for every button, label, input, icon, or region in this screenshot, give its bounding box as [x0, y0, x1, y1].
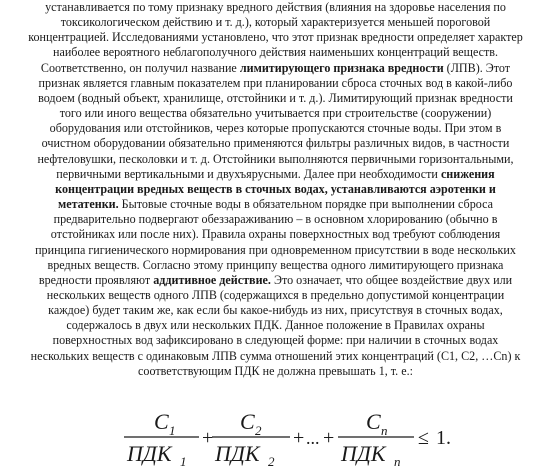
text-run: Соответственно, он получил название	[40, 60, 240, 75]
text-run: (ЛПВ). Этот	[443, 60, 511, 75]
text-run: оборудования или отстойников, через которые пропускаются сточные воды. При этом в	[49, 121, 502, 136]
text-line	[14, 136, 537, 151]
termn-numerator-index: n	[381, 423, 388, 438]
text-run: признак является главным показателем при планировании сброса сточных вод в какой-либо	[38, 75, 513, 90]
term2-denominator: ПДК	[215, 441, 260, 466]
text-line	[14, 76, 537, 91]
text-line	[14, 333, 537, 348]
formula-rhs: 1.	[436, 427, 451, 449]
text-run: нескольких веществ с одинаковым ЛПВ сумма отношений этих концентраций (C1, C2, …Cn) к	[30, 348, 521, 363]
less-or-equal-sign: ≤	[418, 427, 429, 449]
text-line	[14, 318, 537, 333]
text-run: нефтеловушки, песколовки и т. д. Отстойники выполняются первичными горизонтальными,	[37, 151, 514, 166]
bold-term: лимитирующего признака вредности	[239, 60, 444, 75]
text-line	[14, 258, 537, 273]
text-run: нескольких веществ одного ЛПВ (содержащихся в предельно допустимой концентрации	[46, 287, 505, 302]
text-line	[14, 0, 537, 15]
text-line	[14, 30, 537, 45]
text-run: Это означает, что общее воздействие двух или	[270, 272, 513, 287]
text-run: очистном оборудовании обязательно применяются фильтры различных видов, в частности	[41, 136, 510, 151]
text-line	[14, 15, 537, 30]
text-run: содержалось в двух или нескольких ПДК. Данное положение в Правилах охраны	[66, 318, 485, 333]
text-line	[14, 182, 537, 197]
termn-numerator: C	[366, 409, 381, 434]
text-run: вредности проявляют	[38, 272, 154, 287]
text-line	[14, 45, 537, 60]
document-body	[14, 0, 537, 379]
plus-sign-1: +	[202, 427, 214, 449]
text-run: соответствующим ПДК не должна превышать 1, т. е.:	[138, 363, 413, 378]
text-run: первичными вертикальными и двухъярусными. Далее при необходимости	[56, 166, 441, 181]
formula-term-2	[212, 409, 290, 467]
formula-term-n	[338, 409, 414, 467]
text-line	[14, 303, 537, 318]
term1-numerator: C	[154, 409, 169, 434]
bold-term: снижения	[440, 166, 495, 181]
text-line	[14, 212, 537, 227]
term1-denominator: ПДК	[127, 441, 172, 466]
term2-numerator: C	[240, 409, 255, 434]
text-line	[14, 243, 537, 258]
text-line	[14, 91, 537, 106]
sum-of-ratios-formula	[0, 399, 551, 467]
text-run: отстойниках или после них). Правила охраны поверхностных вод требуют соблюдения	[50, 227, 501, 242]
text-line	[14, 227, 537, 242]
bold-term: аддитивное действие.	[153, 272, 271, 287]
ellipsis: ...	[306, 428, 320, 448]
text-run: водоем (водный объект, хранилище, отстойники и т. д.). Лимитирующий признак вредности	[38, 90, 513, 105]
bold-term: метатенки.	[57, 197, 119, 212]
formula-term-1	[124, 409, 199, 467]
term1-denominator-index: 1	[180, 454, 187, 467]
text-line	[14, 288, 537, 303]
text-run: токсикологическом действию и т. д.), который характеризуется меньшей пороговой	[60, 15, 491, 30]
text-line	[14, 167, 537, 182]
text-run: того или иного вещества обязательно учитывается при строительстве (сооружении)	[59, 106, 492, 121]
term2-numerator-index: 2	[255, 423, 262, 438]
plus-sign-2: +	[293, 427, 305, 449]
text-run: принципа гигиенического нормирования при одновременном присутствии в воде нескольких	[35, 242, 516, 257]
text-line	[14, 197, 537, 212]
text-run: каждое) будет таким же, как если бы какое-нибудь из них, присутствуя в сточных водах,	[48, 303, 503, 318]
text-run: вредных веществ. Согласно этому принципу вещества одного лимитирующего признака	[47, 257, 504, 272]
text-line	[14, 349, 537, 364]
text-line	[14, 273, 537, 288]
text-run: наиболее вероятного неблагополучного действия наименьших концентраций веществ.	[52, 45, 499, 60]
text-run: Бытовые сточные воды в обязательном порядке при выполнении сброса	[118, 197, 493, 212]
termn-denominator-index: n	[394, 454, 401, 467]
text-line	[14, 121, 537, 136]
text-line	[14, 61, 537, 76]
text-line	[14, 364, 537, 379]
term2-denominator-index: 2	[268, 454, 275, 467]
text-run: устанавливается по тому признаку вредного действия (влияния на здоровье населения по	[45, 0, 506, 14]
termn-denominator: ПДК	[341, 441, 386, 466]
text-run: поверхностных вод зафиксировано в следующей форме: при наличии в сточных водах	[52, 333, 499, 348]
term1-numerator-index: 1	[169, 423, 176, 438]
text-line	[14, 152, 537, 167]
bold-term: концентрации вредных веществ в сточных водах, устанавливаются аэротенки и	[55, 181, 496, 196]
text-run: концентрацией. Исследованиями установлено, что этот признак вредности определяет характер	[28, 30, 523, 45]
plus-sign-3: +	[323, 427, 335, 449]
text-line	[14, 106, 537, 121]
text-run: предварительно подвергают обеззараживанию – в основном хлорированию (обычно в	[53, 212, 498, 227]
